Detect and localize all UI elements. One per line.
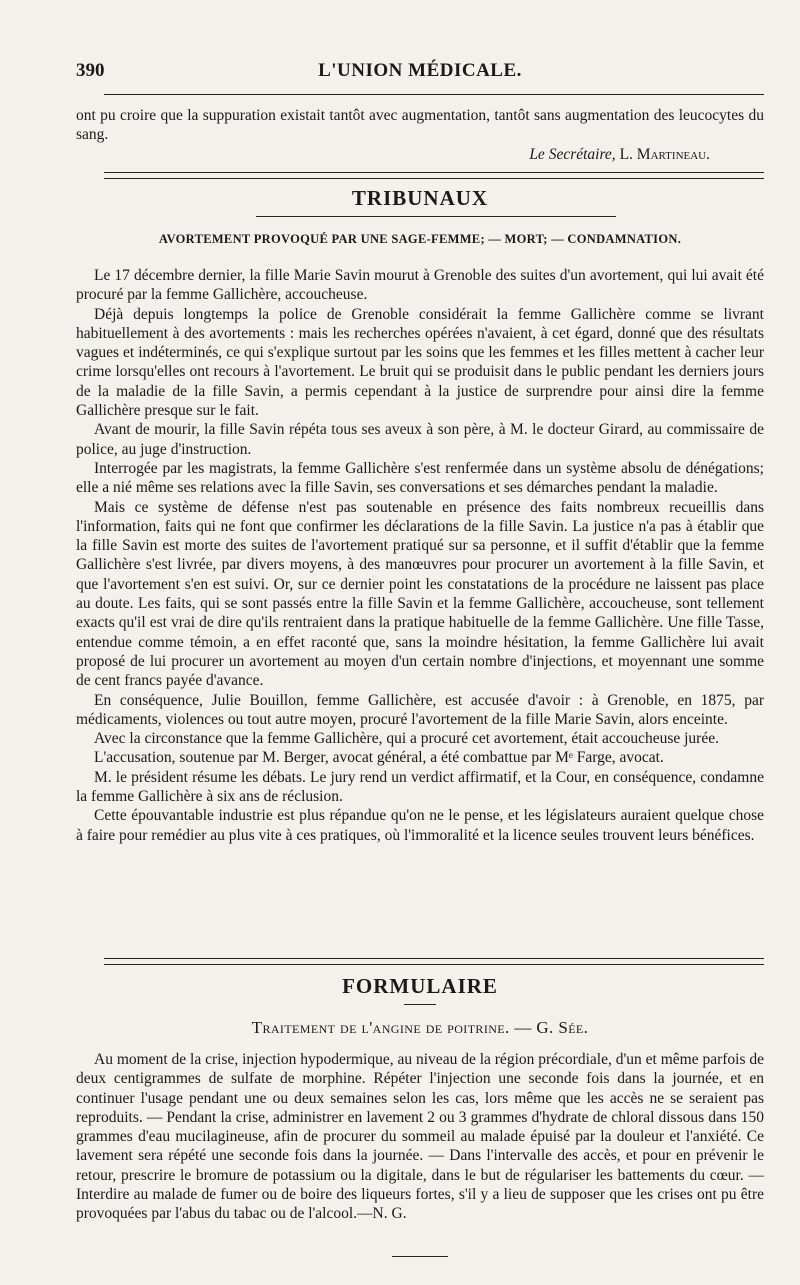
article-paragraph: Avec la circonstance que la femme Gallichère, qui a procuré cet avortement, était accoucheuse jurée. [94,730,719,748]
page-header [76,60,764,90]
title-underline [404,1004,436,1005]
intro-paragraph: ont pu croire que la suppuration existait tantôt avec augmentation, tantôt sans augmentation des leucocytes du sang. [76,107,764,144]
article-paragraph: Avant de mourir, la fille Savin répéta tous ses aveux à son père, à M. le docteur Girard, au commissaire de police, au juge d'instruction. [76,421,764,458]
formulaire-paragraph: Au moment de la crise, injection hypodermique, au niveau de la région précordiale, d'un et même parfois de deux centigrammes de sulfate de morphine. Répéter l'injection une seconde fois dans la journée, et en continuer l'usage pendant une ou deux semaines selon les cas, lors même que les accès ne se seraient pas reproduits. — Pendant la crise, administrer en lavement 2 ou 3 grammes d'hydrate de chloral dissous dans 150 grammes d'eau mucilagineuse, afin de procurer du sommeil au malade épuisé par la douleur et l'anxiété. Ce lavement sera répété une seconde fois dans la journée. — Dans l'intervalle des accès, et pour en prévenir le retour, prescrire le bromure de potassium ou la digitale, dans le but de régulariser les battements du cœur. — Interdire au malade de fumer ou de boire des liqueurs fortes, s'il y a lieu de supposer que les crises ont pu être provoquées par l'abus du tabac ou de l'alcool.—N. G. [76,1051,764,1223]
signature [76,145,764,164]
end-rule [392,1256,448,1257]
page-number: 390 [76,60,105,81]
signature-name: L. Martineau. [619,145,710,163]
tribunaux-title: TRIBUNAUX [351,186,489,210]
article-paragraph: Cette épouvantable industrie est plus répandue qu'on ne le pense, et les législateurs auraient quelque chose à faire pour remédier au plus vite à ces pratiques, où l'immoralité et la licence seules trouvent leurs bénéfices. [76,807,764,844]
signature-role: Le Secrétaire, [529,145,616,163]
article-paragraph: Mais ce système de défense n'est pas soutenable en présence des faits nombreux recueillis dans l'information, faits qui ne font que confirmer les déclarations de la fille Savin. La justice n'a pas à établir que la fille Savin est morte des suites de l'avortement pratiqué sur sa personne, et il suffit d'établir que la femme Gallichère s'est livrée, par divers moyens, à des manœuvres pour procurer un avortement à la fille Savin, et que l'avortement s'en est suivi. Or, sur ce dernier point les constatations de la procédure ne laissent pas place au doute. Les faits, qui se sont passés entre la fille Savin et la femme Gallichère, accoucheuse, sont tellement exacts qu'il est vrai de dire qu'ils rentraient dans la pratique habituelle de la femme Gallichère. Une fille Tasse, entendue comme témoin, a en effet raconté que, sans la moindre hésitation, la femme Gallichère lui avait proposé de lui procurer un avortement au moyen d'un certain nombre d'injections, et moyennant une somme de cent francs payée d'avance. [76,498,764,690]
article-paragraph: Le 17 décembre dernier, la fille Marie Savin mourut à Grenoble des suites d'un avortement, qui lui avait été procuré par la femme Gallichère, accoucheuse. [76,267,764,304]
formulaire-subtitle: Traitement de l'angine de poitrine. — G. Sée. [251,1018,589,1037]
section-divider [104,958,764,965]
article-paragraph: Déjà depuis longtemps la police de Grenoble considérait la femme Gallichère comme se livrant habituellement à des avortements : mais les recherches opérées n'avaient, à cet égard, donné que des résultats vagues et indéterminés, ce qui s'explique surtout par les soins que les femmes et les filles mettent à cacher leur crime lorsqu'elles ont recours à l'avortement. Le bruit qui se produisit dans le public pendant les derniers jours de la maladie de la fille Savin, a permis cependant à la justice de surprendre pour ainsi dire la femme Gallichère presque sur le fait. [76,305,764,420]
title-underline [256,216,616,217]
article-paragraph: Interrogée par les magistrats, la femme Gallichère s'est renfermée dans un système absolu de dénégations; elle a nié même ses relations avec la fille Savin, ses conversations et ses démarches pendant la maladie. [76,459,764,497]
formulaire-body [76,1050,764,1224]
tribunaux-body [76,266,764,845]
tribunaux-subtitle: AVORTEMENT PROVOQUÉ PAR UNE SAGE-FEMME; — MORT; — CONDAMNATION. [158,232,682,246]
article-paragraph: L'accusation, soutenue par M. Berger, avocat général, a été combattue par Mᵉ Farge, avocat. [94,749,664,767]
intro-section [76,106,764,164]
article-paragraph: M. le président résume les débats. Le jury rend un verdict affirmatif, et la Cour, en conséquence, condamne la femme Gallichère à six ans de réclusion. [76,768,764,806]
journal-title: L'UNION MÉDICALE. [318,60,522,81]
article-paragraph: En conséquence, Julie Bouillon, femme Gallichère, est accusée d'avoir : à Grenoble, en 1875, par médicaments, violences ou tout autre moyen, procuré l'avortement de la fille Marie Savin, alors enceinte. [76,691,764,728]
formulaire-title: FORMULAIRE [342,974,498,998]
section-divider [104,172,764,179]
header-rule [104,94,764,95]
